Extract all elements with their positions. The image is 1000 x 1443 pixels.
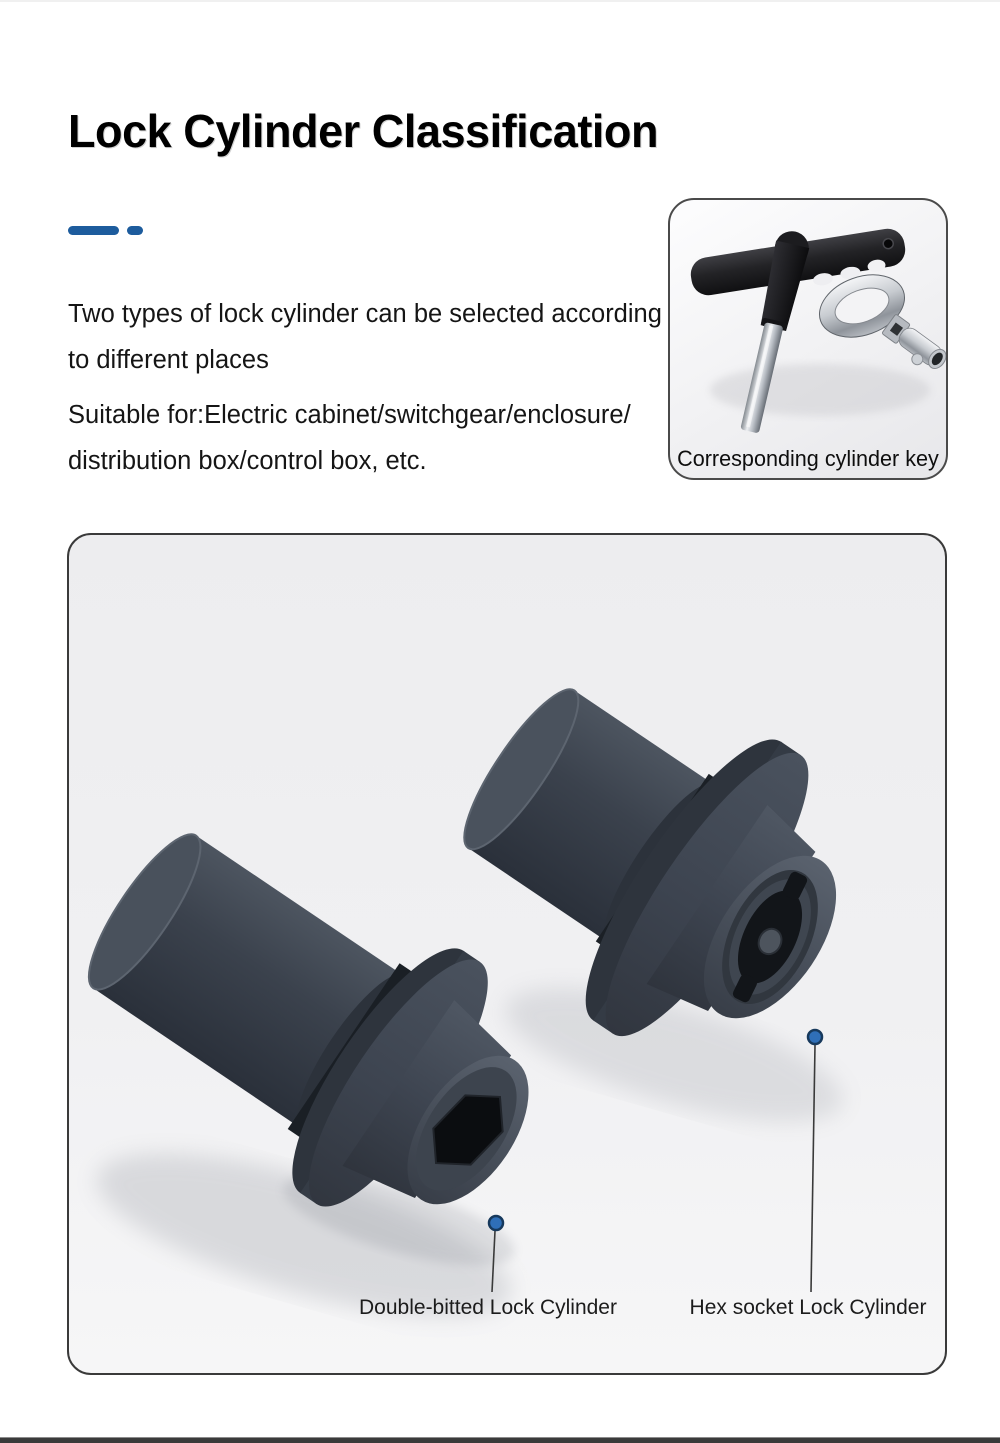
intro-line-1: Two types of lock cylinder can be selected according — [68, 300, 662, 328]
label-double-bitted: Double-bitted Lock Cylinder — [359, 1296, 617, 1319]
key-shadow — [710, 364, 930, 416]
intro-paragraph-1 — [68, 291, 662, 383]
intro-line-4: distribution box/control box, etc. — [68, 447, 427, 475]
callout-dot-icon — [808, 1030, 822, 1044]
accent-dash-long — [68, 226, 119, 235]
page-title: Lock Cylinder Classification — [68, 105, 659, 157]
top-edge-line — [0, 0, 1000, 2]
label-hex-socket: Hex socket Lock Cylinder — [689, 1296, 927, 1319]
intro-paragraph-2 — [68, 392, 631, 484]
product-figure — [67, 533, 947, 1375]
key-photo — [670, 200, 946, 478]
bottom-bar — [0, 1437, 1000, 1443]
intro-line-2: to different places — [68, 346, 269, 374]
callout-dot-icon — [489, 1216, 503, 1230]
key-photo-card — [668, 198, 948, 480]
product-photo — [69, 535, 945, 1373]
key-caption: Corresponding cylinder key — [677, 446, 939, 471]
intro-line-3: Suitable for:Electric cabinet/switchgear/enclosure/ — [68, 401, 631, 429]
accent-dash-short — [127, 226, 143, 235]
